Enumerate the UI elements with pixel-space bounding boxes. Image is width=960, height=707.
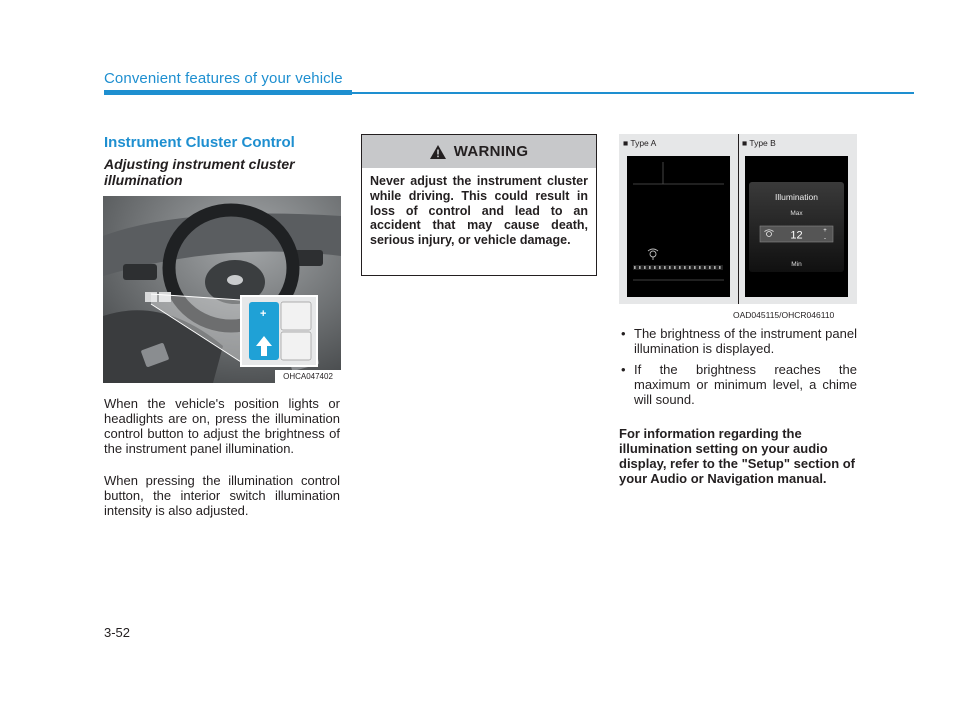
type-b-minus: - [824, 236, 826, 242]
page-subheading: Adjusting instrument cluster illumination [104, 156, 295, 188]
paragraph-2: When pressing the illumination control button, the interior switch illumination intensity is also adjusted. [104, 473, 340, 518]
warning-triangle-icon [430, 145, 446, 159]
dashboard-photo [103, 196, 341, 383]
photo-code: OHCA047402 [275, 370, 341, 383]
bullet-list [619, 326, 857, 413]
svg-text:+: + [260, 308, 267, 320]
warning-box [361, 134, 597, 276]
type-b-max: Max [790, 210, 803, 217]
type-b-label: ■ Type B [742, 138, 776, 148]
warning-text: Never adjust the instrument cluster while driving. This could result in loss of control and lead to an accident that may cause death, serious injury, or vehicle damage. [370, 174, 588, 248]
page-heading: Instrument Cluster Control [104, 134, 295, 151]
warning-header [362, 135, 596, 168]
bullet-item: • The brightness of the instrument panel illumination is displayed. [619, 326, 857, 356]
type-a-screen [627, 156, 730, 297]
figure-caption: OAD045115/OHCR046110 [733, 310, 835, 320]
type-b-screen [745, 156, 848, 297]
bullet-item: • If the brightness reaches the maximum or minimum level, a chime will sound. [619, 362, 857, 407]
type-a-display [627, 156, 730, 297]
type-a-label: ■ Type A [623, 138, 657, 148]
type-b-min: Min [791, 261, 802, 268]
info-note: For information regarding the illumination setting on your audio display, refer to the "Setup" section of your Audio or Navigation manual. [619, 426, 856, 486]
figure-divider [738, 134, 739, 304]
illumination-icon [648, 249, 658, 260]
type-b-title: Illumination [775, 192, 818, 202]
warning-title: WARNING [453, 143, 529, 160]
section-header-title: Convenient features of your vehicle [104, 70, 343, 87]
header-rule-thick [104, 90, 352, 95]
type-b-plus: + [823, 228, 827, 234]
header-rule-thin [352, 92, 914, 94]
page-number: 3-52 [104, 625, 131, 640]
dashboard-illustration [103, 196, 341, 383]
type-b-display [745, 156, 848, 297]
paragraph-1: When the vehicle's position lights or headlights are on, press the illumination control button to adjust the brightness of the instrument panel illumination. [104, 396, 340, 456]
type-b-value: 12 [790, 229, 803, 242]
